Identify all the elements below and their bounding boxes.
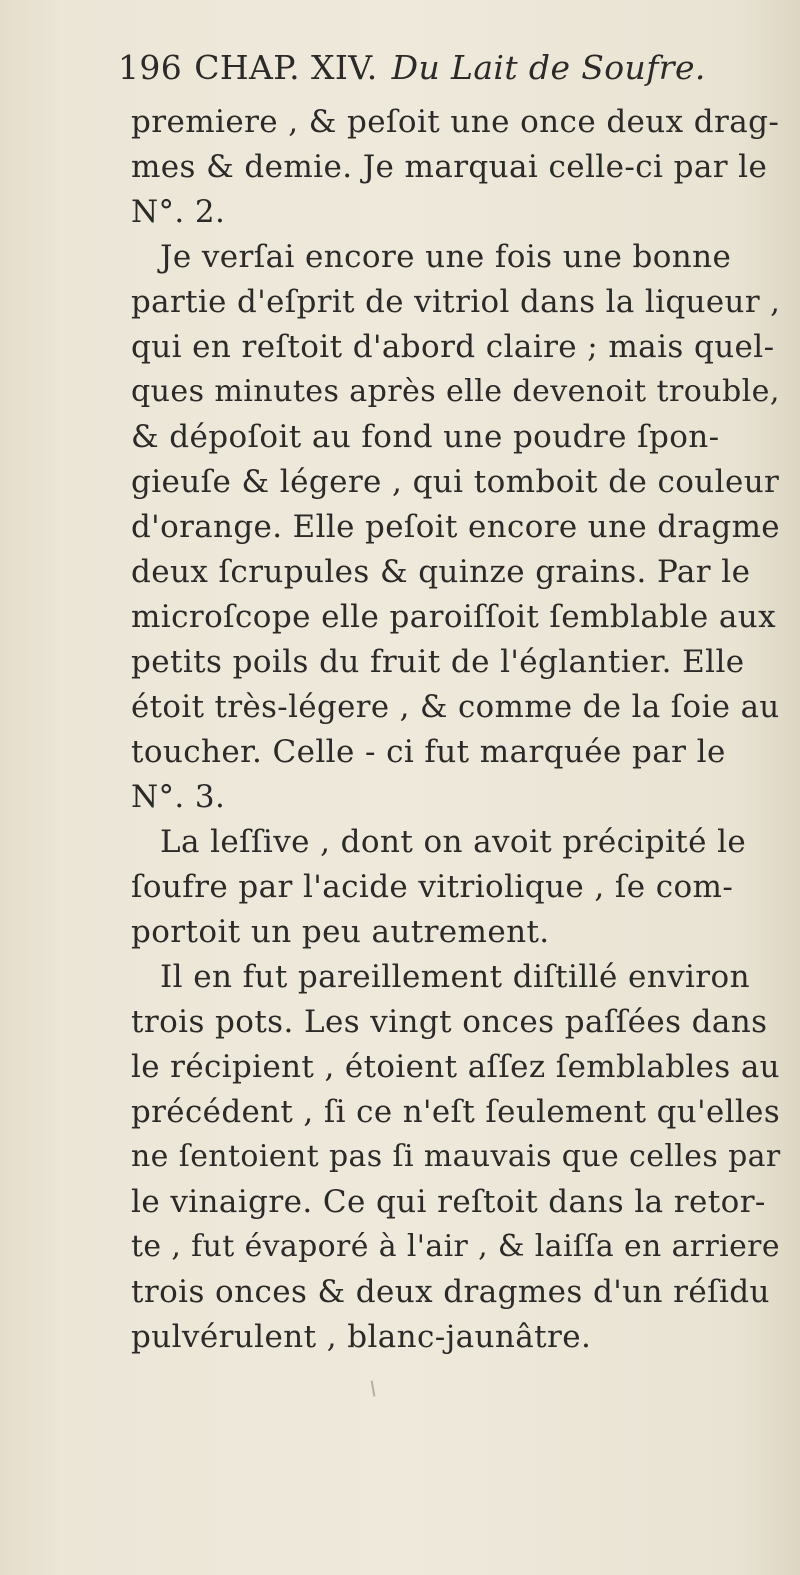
text-line-14: étoit très-légere , & comme de la ſoie au	[131, 689, 780, 725]
text-line-13: petits poils du fruit de l'églantier. Elle	[131, 644, 745, 680]
text-line-6: qui en reſtoit d'abord claire ; mais quel-	[131, 329, 775, 365]
text-line-20: Il en fut pareillement diſtillé environ	[160, 959, 750, 995]
text-line-11: deux ſcrupules & quinze grains. Par le	[131, 554, 751, 590]
text-line-15: toucher. Celle - ci fut marquée par le	[131, 734, 726, 770]
ink-mark	[371, 1379, 382, 1396]
running-header	[118, 48, 706, 87]
text-line-7: ques minutes après elle devenoit trouble,	[131, 374, 780, 409]
text-line-22: le récipient , étoient aſſez ſemblables au	[131, 1049, 780, 1085]
text-line-18: ſoufre par l'acide vitriolique , ſe com-	[131, 869, 734, 905]
text-line-27: trois onces & deux dragmes d'un réſidu	[131, 1274, 770, 1310]
text-line-19: portoit un peu autrement.	[131, 914, 550, 950]
text-line-12: microſcope elle paroiſſoit ſemblable aux	[131, 599, 776, 635]
text-line-25: le vinaigre. Ce qui reſtoit dans la retor-	[131, 1184, 766, 1220]
text-line-28: pulvérulent , blanc-jaunâtre.	[131, 1319, 592, 1355]
text-line-8: & dépoſoit au fond une poudre ſpon-	[131, 419, 720, 455]
text-line-9: gieuſe & légere , qui tomboit de couleur	[131, 464, 780, 500]
text-line-23: précédent , ſi ce n'eſt ſeulement qu'elles	[131, 1094, 781, 1130]
chapter-label: CHAP. XIV.	[194, 48, 378, 87]
text-line-10: d'orange. Elle peſoit encore une dragme	[131, 509, 780, 545]
text-line-21: trois pots. Les vingt onces paſſées dans	[131, 1004, 768, 1040]
page-number: 196	[118, 48, 183, 87]
text-line-17: La leſſive , dont on avoit précipité le	[160, 824, 747, 860]
text-line-5: partie d'eſprit de vitriol dans la liqueur ,	[131, 284, 781, 320]
text-line-4: Je verſai encore une fois une bonne	[160, 239, 732, 275]
text-line-3: N°. 2.	[131, 194, 226, 230]
text-line-2: mes & demie. Je marquai celle-ci par le	[131, 149, 768, 185]
text-line-24: ne ſentoient pas ſi mauvais que celles par	[131, 1139, 781, 1174]
text-line-16: N°. 3.	[131, 779, 226, 815]
chapter-title: Du Lait de Soufre.	[391, 48, 706, 87]
text-line-26: te , fut évaporé à l'air , & laiſſa en arriere	[131, 1229, 780, 1264]
text-line-1: premiere , & peſoit une once deux drag-	[131, 104, 780, 140]
